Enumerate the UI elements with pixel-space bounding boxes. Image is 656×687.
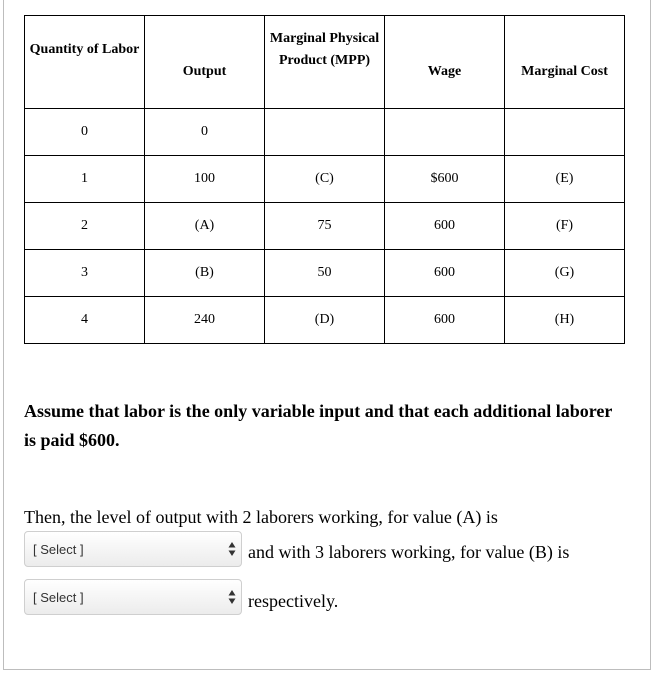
table-row (25, 109, 625, 156)
select-value-b-text: [ Select ] (33, 590, 84, 605)
cell-wage: 600 (385, 203, 505, 250)
select-value-b-dropdown[interactable] (24, 579, 242, 615)
labor-table (24, 15, 625, 344)
cell-mpp: 50 (265, 250, 385, 297)
header-mpp-line2: Product (MPP) (278, 53, 371, 68)
select-value-a-dropdown[interactable] (24, 531, 242, 567)
cell-marginal-cost: (H) (505, 297, 625, 344)
select-value-a-text: [ Select ] (33, 542, 84, 557)
cell-output: (B) (145, 250, 265, 297)
question-text-line3: respectively. (248, 591, 339, 611)
header-marginal-cost: Marginal Cost (505, 16, 625, 109)
question-text-line2: and with 3 laborers working, for value (B) is (248, 542, 570, 562)
header-output: Output (145, 16, 265, 109)
cell-wage: 600 (385, 250, 505, 297)
cell-output: 0 (145, 109, 265, 156)
cell-mpp: 75 (265, 203, 385, 250)
table-row (25, 203, 625, 250)
cell-marginal-cost (505, 109, 625, 156)
cell-quantity: 2 (25, 203, 145, 250)
up-down-arrows-icon (228, 587, 236, 607)
cell-marginal-cost: (E) (505, 156, 625, 203)
table-row (25, 156, 625, 203)
table-row (25, 297, 625, 344)
cell-quantity: 1 (25, 156, 145, 203)
cell-output: (A) (145, 203, 265, 250)
cell-output: 240 (145, 297, 265, 344)
cell-mpp: (C) (265, 156, 385, 203)
header-wage: Wage (385, 16, 505, 109)
cell-quantity: 4 (25, 297, 145, 344)
cell-wage: $600 (385, 156, 505, 203)
cell-mpp (265, 109, 385, 156)
cell-marginal-cost: (F) (505, 203, 625, 250)
cell-quantity: 3 (25, 250, 145, 297)
table-row (25, 250, 625, 297)
cell-quantity: 0 (25, 109, 145, 156)
assumption-text: Assume that labor is the only variable input and that each additional laborer is paid $600. (24, 401, 613, 450)
header-quantity-of-labor: Quantity of Labor (25, 16, 145, 109)
cell-mpp: (D) (265, 297, 385, 344)
cell-wage: 600 (385, 297, 505, 344)
cell-marginal-cost: (G) (505, 250, 625, 297)
header-mpp-line1: Marginal Physical (269, 31, 380, 46)
cell-wage (385, 109, 505, 156)
cell-output: 100 (145, 156, 265, 203)
table-header-row (25, 16, 625, 109)
header-mpp (265, 16, 385, 109)
question-text-line1: Then, the level of output with 2 laborers working, for value (A) is (24, 507, 498, 527)
up-down-arrows-icon (228, 539, 236, 559)
